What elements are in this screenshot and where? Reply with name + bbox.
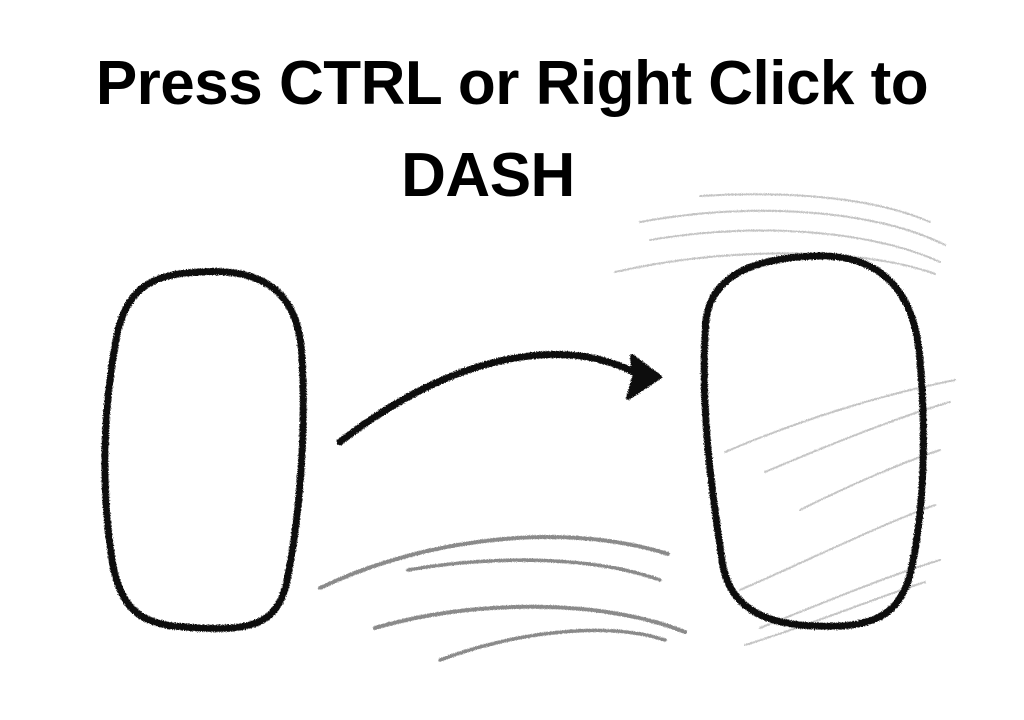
dash-arrow-icon: [340, 354, 660, 442]
speed-lines: [320, 537, 685, 660]
instruction-title: [0, 38, 1024, 222]
instruction-line-2: DASH: [401, 141, 575, 210]
character-before-dash: [105, 272, 303, 629]
character-after-dash: [704, 256, 923, 626]
instruction-line-1: Press CTRL or Right Click to: [95, 49, 929, 118]
